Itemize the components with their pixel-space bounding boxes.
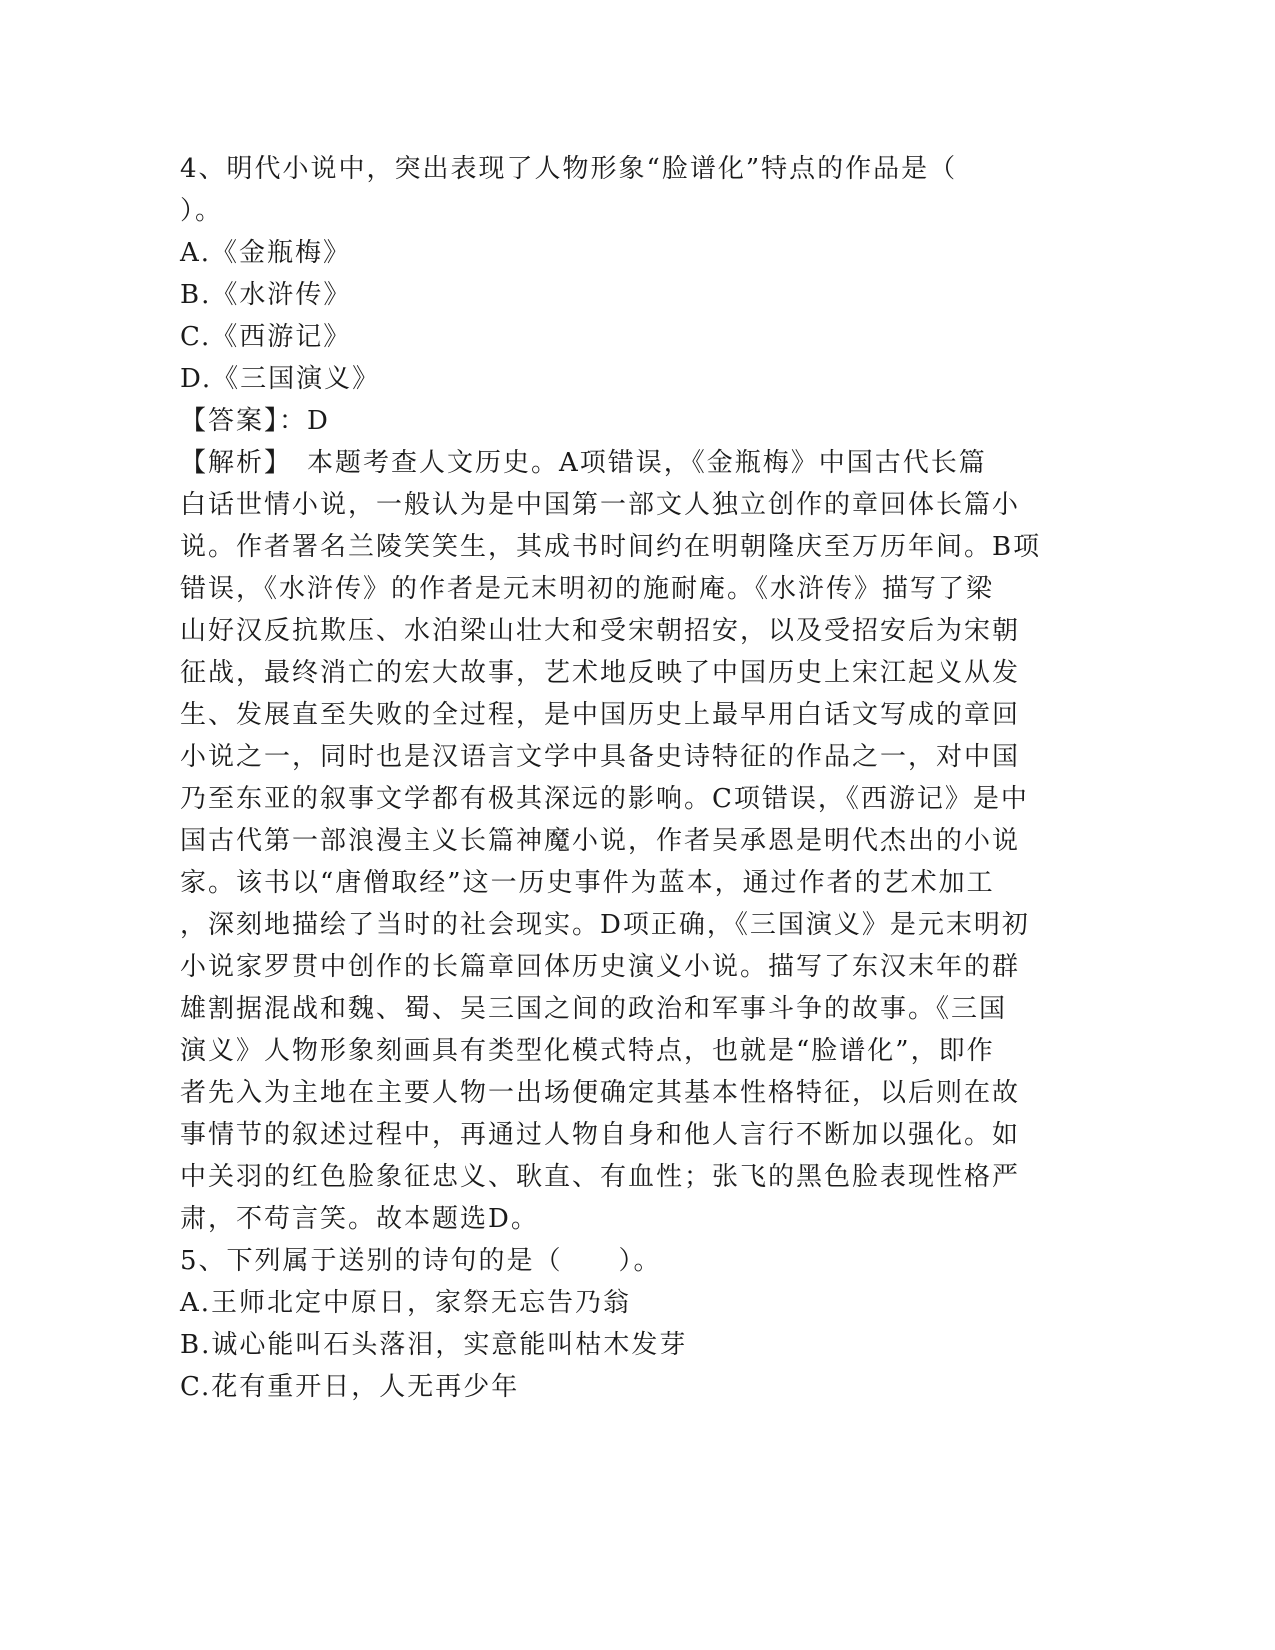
option-c: C.花有重开日，人无再少年	[180, 1372, 520, 1402]
analysis-line: 事情节的叙述过程中，再通过人物自身和他人言行不断加以强化。如	[180, 1120, 1021, 1150]
analysis-line: 演义》人物形象刻画具有类型化模式特点，也就是“脸谱化”，即作	[180, 1036, 995, 1066]
analysis-line: 国古代第一部浪漫主义长篇神魔小说，作者吴承恩是明代杰出的小说	[180, 826, 1021, 856]
option-b: B.诚心能叫石头落泪，实意能叫枯木发芽	[180, 1330, 688, 1360]
analysis-line: 说。作者署名兰陵笑笑生，其成书时间约在明朝隆庆至万历年间。B项	[180, 532, 1042, 562]
analysis-line: 乃至东亚的叙事文学都有极其深远的影响。C项错误，《西游记》是中	[180, 784, 1029, 814]
analysis-line: 中关羽的红色脸象征忠义、耿直、有血性；张飞的黑色脸表现性格严	[180, 1162, 1021, 1192]
question-5	[180, 1240, 1040, 1408]
option-a: A.王师北定中原日，家祭无忘告乃翁	[180, 1288, 632, 1318]
question-stem-continued: ）。	[180, 196, 224, 226]
option-d: D.《三国演义》	[180, 364, 381, 394]
question-4	[180, 148, 1040, 1240]
analysis-line: 肃，不苟言笑。故本题选D。	[180, 1204, 539, 1234]
analysis-line: 【解析】 本题考查人文历史。A项错误，《金瓶梅》中国古代长篇	[180, 448, 987, 478]
option-b: B.《水浒传》	[180, 280, 352, 310]
question-stem: 4、明代小说中，突出表现了人物形象“脸谱化”特点的作品是（	[180, 154, 958, 184]
analysis-line: 雄割据混战和魏、蜀、吴三国之间的政治和军事斗争的故事。《三国	[180, 994, 1008, 1024]
analysis-line: 征战，最终消亡的宏大故事，艺术地反映了中国历史上宋江起义从发	[180, 658, 1021, 688]
analysis-line: 山好汉反抗欺压、水泊梁山壮大和受宋朝招安，以及受招安后为宋朝	[180, 616, 1021, 646]
analysis-line: 家。该书以“唐僧取经”这一历史事件为蓝本，通过作者的艺术加工	[180, 868, 995, 898]
analysis-line: ，深刻地描绘了当时的社会现实。D项正确，《三国演义》是元末明初	[180, 910, 1030, 940]
analysis-line: 生、发展直至失败的全过程，是中国历史上最早用白话文写成的章回	[180, 700, 1021, 730]
analysis-line: 小说之一，同时也是汉语言文学中具备史诗特征的作品之一，对中国	[180, 742, 1021, 772]
analysis-line: 白话世情小说，一般认为是中国第一部文人独立创作的章回体长篇小	[180, 490, 1021, 520]
analysis-paragraph	[180, 442, 1040, 1240]
analysis-line: 者先入为主地在主要人物一出场便确定其基本性格特征，以后则在故	[180, 1078, 1021, 1108]
option-c: C.《西游记》	[180, 322, 352, 352]
option-a: A.《金瓶梅》	[180, 238, 352, 268]
question-stem: 5、下列属于送别的诗句的是（ ）。	[180, 1246, 662, 1276]
analysis-line: 小说家罗贯中创作的长篇章回体历史演义小说。描写了东汉末年的群	[180, 952, 1021, 982]
answer-line: 【答案】：D	[180, 406, 330, 436]
analysis-line: 错误，《水浒传》的作者是元末明初的施耐庵。《水浒传》描写了梁	[180, 574, 995, 604]
